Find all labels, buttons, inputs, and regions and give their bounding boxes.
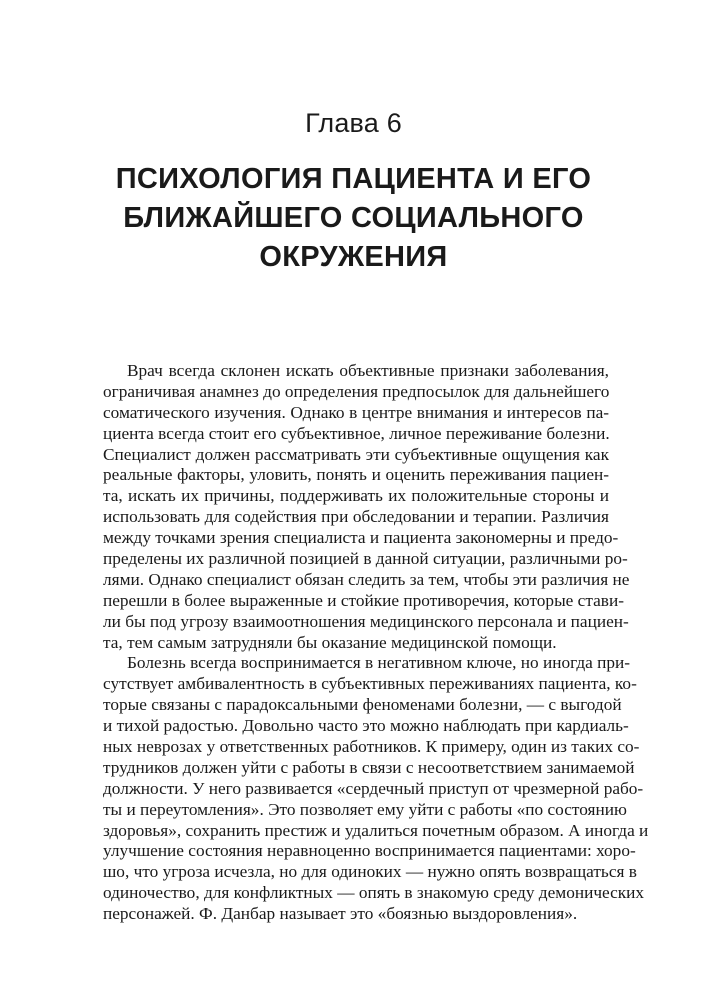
paragraph-line: Специалист должен рассматривать эти субъективные ощущения как [103,444,609,464]
paragraph-line: шо, что угроза исчезла, но для одиноких — нужно опять возвращаться в [103,862,637,882]
paragraph-line: использовать для содействия при обследовании и терапии. Различия [103,507,609,527]
paragraph-line: ных неврозах у ответственных работников. К примеру, один из таких со- [103,737,640,757]
body-text [103,361,649,925]
paragraph-line: реальные факторы, уловить, понять и оценить переживания пациен- [103,465,609,485]
paragraph-line: и тихой радостью. Довольно часто это можно наблюдать при кардиаль- [103,716,629,736]
chapter-title-line: ПСИХОЛОГИЯ ПАЦИЕНТА И ЕГО [115,163,592,195]
paragraph-line: ты и переутомления». Это позволяет ему уйти с работы «по состоянию [103,799,627,819]
paragraph-line: лями. Однако специалист обязан следить за тем, чтобы эти различия не [103,569,630,589]
paragraph-line: та, искать их причины, поддерживать их положительные стороны и [103,486,609,506]
chapter-title-line: ОКРУЖЕНИЯ [259,241,448,273]
paragraph-line: Болезнь всегда воспринимается в негативном ключе, но иногда при- [127,653,631,673]
paragraph-line: циента всегда стоит его субъективное, личное переживание болезни. [103,423,610,443]
paragraph [103,653,649,925]
paragraph-line: соматического изучения. Однако в центре внимания и интересов па- [103,402,609,422]
paragraph-line: персонажей. Ф. Данбар называет это «боязнью выздоровления». [103,904,578,924]
paragraph-line: улучшение состояния неравноценно воспринимается пациентами: хоро- [103,841,636,861]
paragraph [103,361,630,653]
paragraph-line: Врач всегда склонен искать объективные признаки заболевания, [127,361,609,380]
paragraph-line: здоровья», сохранить престиж и удалиться почетным образом. А иногда и [103,820,649,840]
paragraph-line: пределены их различной позицией в данной ситуации, различными ро- [103,549,628,569]
paragraph-line: ли бы под угрозу взаимоотношения медицинского персонала и пациен- [103,611,629,631]
paragraph-line: ограничивая анамнез до определения предпосылок для дальнейшего [103,381,610,401]
paragraph-line: должности. У него развивается «сердечный приступ от чрезмерной рабо- [103,778,644,798]
paragraph-line: трудников должен уйти с работы в связи с несоответствием занимаемой [103,757,635,777]
paragraph-line: торые связаны с парадоксальными феноменами болезни, — с выгодой [103,695,622,715]
chapter-title [60,160,647,277]
paragraph-line: перешли в более выраженные и стойкие противоречия, которые стави- [103,590,624,610]
paragraph-line: та, тем самым затрудняли бы оказание медицинской помощи. [103,632,557,652]
chapter-title-line: БЛИЖАЙШЕГО СОЦИАЛЬНОГО [123,202,584,234]
paragraph-line: одиночество, для конфликтных — опять в знакомую среду демонических [103,883,645,903]
paragraph-line: между точками зрения специалиста и пациента закономерны и предо- [103,528,619,548]
paragraph-line: сутствует амбивалентность в субъективных переживаниях пациента, ко- [103,674,637,694]
chapter-number: Глава 6 [305,108,402,138]
